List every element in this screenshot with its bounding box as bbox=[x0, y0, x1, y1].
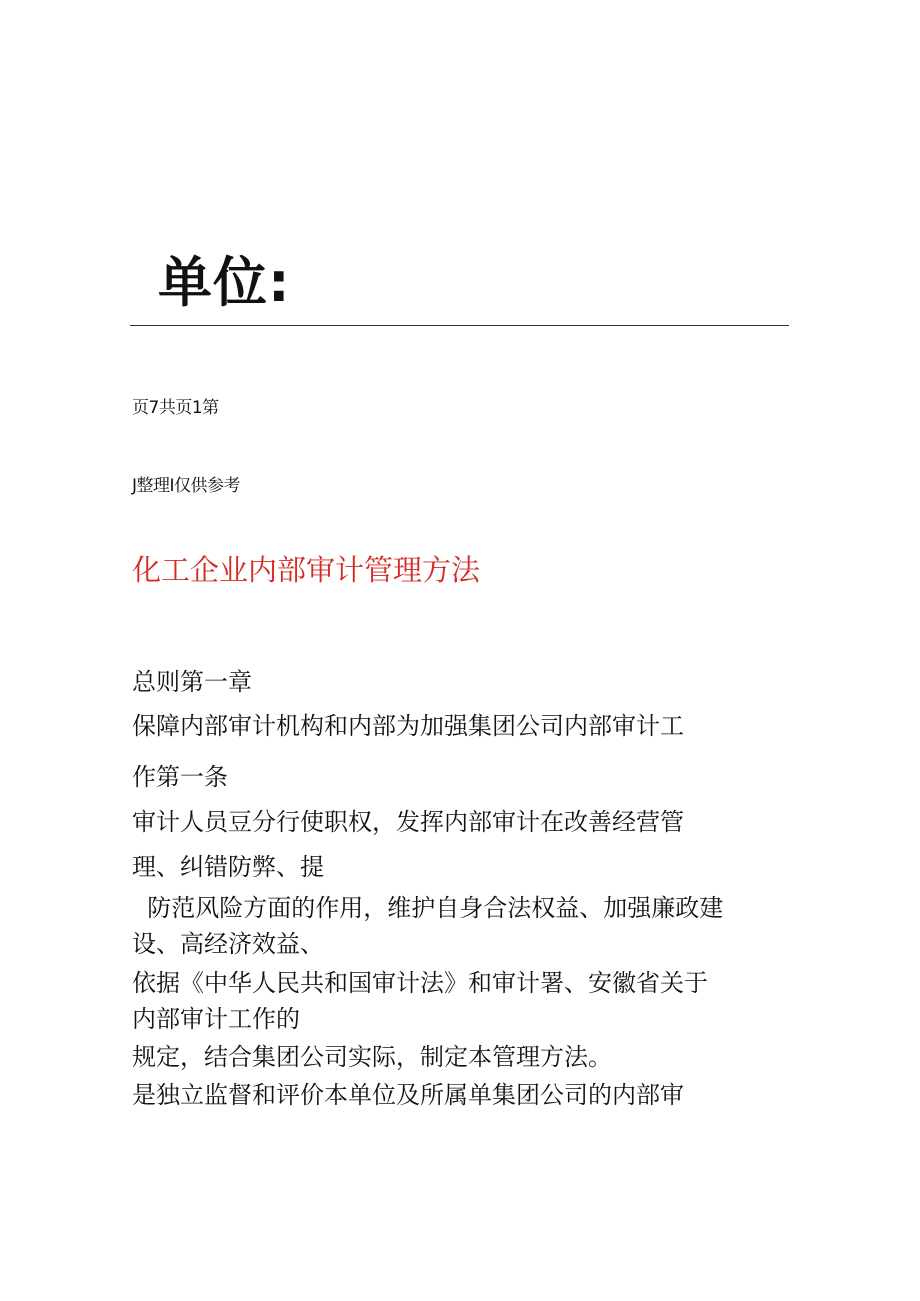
body-line: 作第一条 bbox=[132, 763, 228, 791]
body-line: 内部审计工作的 bbox=[132, 1005, 300, 1033]
body-line: 依据《中华人民共和国审计法》和审计署、安徽省关于 bbox=[132, 969, 708, 997]
body-line: 保障内部审计机构和内部为加强集团公司内部审计工 bbox=[132, 712, 684, 740]
body-line: 是独立监督和评价本单位及所属单集团公司的内部审 bbox=[132, 1081, 684, 1109]
body-line: 理、纠错防弊、提 bbox=[132, 853, 324, 881]
document-title: 化工企业内部审计管理方法 bbox=[132, 553, 481, 587]
reference-note: J整理I仅供参考 bbox=[132, 476, 241, 496]
body-line: 设、高经济效益、 bbox=[132, 930, 324, 958]
body-line: 规定，结合集团公司实际，制定本管理方法。 bbox=[132, 1043, 612, 1071]
body-line: 防范风险方面的作用，维护自身合法权益、加强廉政建 bbox=[132, 894, 724, 922]
chapter-heading: 总则第一章 bbox=[132, 668, 252, 696]
body-line: 审计人员豆分行使职权，发挥内部审计在改善经营管 bbox=[132, 808, 684, 836]
header-divider bbox=[130, 325, 789, 326]
unit-label: 单位: bbox=[158, 251, 291, 314]
page-info: 页7共页1第 bbox=[132, 398, 219, 418]
